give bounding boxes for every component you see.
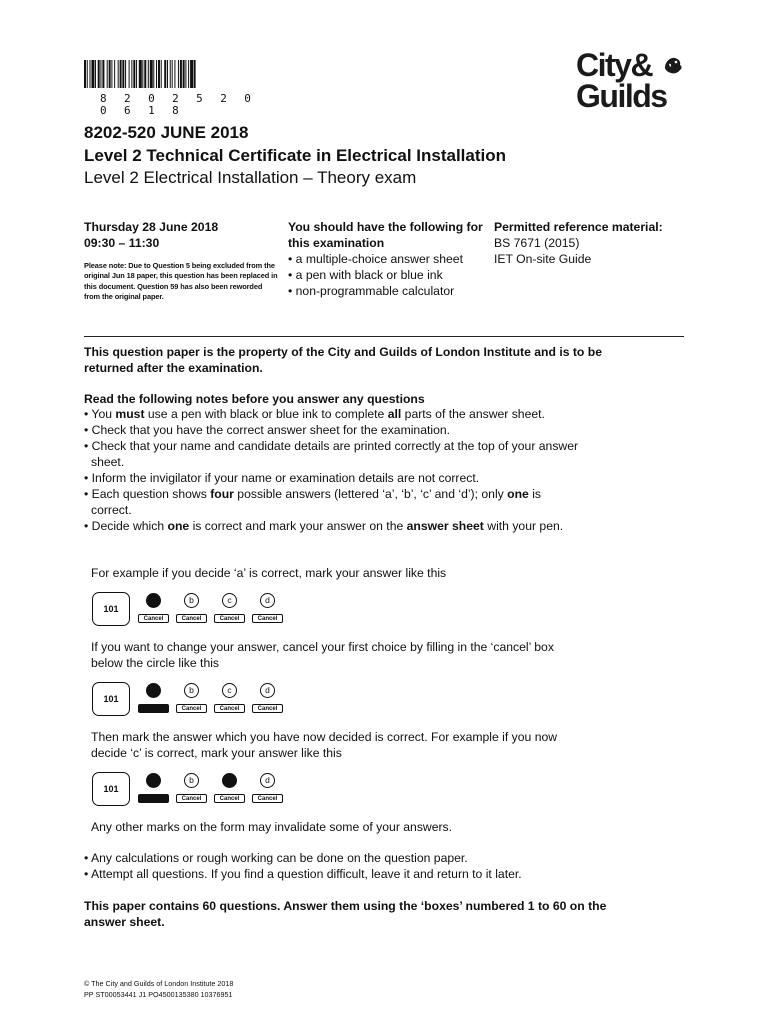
reference-column	[494, 219, 694, 267]
cancel-box-a: Cancel	[138, 614, 169, 623]
barcode-bar	[125, 60, 126, 88]
note-text: • Check that your name and candidate details are printed correctly at the top of your answer sheet.	[84, 439, 579, 469]
note-text: • Check that you have the correct answer sheet for the examination.	[84, 423, 451, 437]
barcode-bar	[129, 60, 130, 88]
equipment-item: • non-programmable calculator	[288, 284, 455, 298]
cancel-box-d: Cancel	[252, 704, 283, 713]
exam-date: Thursday 28 June 2018	[84, 220, 219, 234]
list-item	[84, 486, 584, 518]
option-circle-b: b	[184, 773, 199, 788]
question-number-box: 101	[92, 682, 130, 716]
barcode-bar	[84, 60, 86, 88]
barcode-bar	[158, 60, 160, 88]
barcode-bar	[139, 60, 142, 88]
barcode-bar	[144, 60, 146, 88]
cancel-box-c: Cancel	[214, 704, 245, 713]
note-text: • Each question shows	[84, 487, 211, 501]
answer-sample-2	[92, 682, 292, 718]
emphasis-text: all	[387, 407, 402, 421]
list-item	[84, 438, 584, 470]
equipment-item: • a multiple-choice answer sheet	[288, 252, 463, 266]
barcode	[84, 60, 280, 117]
option-circle-d: d	[260, 683, 275, 698]
barcode-bar	[91, 60, 94, 88]
example-warning: Any other marks on the form may invalidate some of your answers.	[91, 820, 453, 834]
barcode-bar	[183, 60, 185, 88]
list-item	[84, 406, 584, 422]
barcode-bar	[188, 60, 189, 88]
exam-code-date: 8202-520 JUNE 2018	[84, 123, 249, 142]
barcode-bar	[180, 60, 182, 88]
option-circle-a	[146, 683, 161, 698]
example-change: If you want to change your answer, cancel your first choice by filling in the ‘cancel’ box below the circle like this	[91, 640, 554, 670]
list-item	[84, 470, 584, 486]
cancel-box-c: Cancel	[214, 794, 245, 803]
note-text: parts of the answer sheet.	[401, 407, 545, 421]
footer	[84, 978, 233, 1000]
cancel-box-d: Cancel	[252, 794, 283, 803]
reference-item: IET On-site Guide	[494, 252, 592, 266]
barcode-bar	[172, 60, 173, 88]
barcode-bar	[102, 60, 104, 88]
barcode-bar	[118, 60, 119, 88]
list-item: • Any calculations or rough working can be done on the question paper.	[84, 851, 468, 865]
cancel-box-c: Cancel	[214, 614, 245, 623]
note-text: is correct.	[91, 487, 541, 517]
option-circle-d: d	[260, 773, 275, 788]
emphasis-text: must	[115, 407, 145, 421]
exam-title: Level 2 Electrical Installation – Theory exam	[84, 168, 417, 187]
option-circle-c: c	[222, 593, 237, 608]
exam-date-column	[84, 219, 279, 303]
barcode-bar	[136, 60, 137, 88]
barcode-bar	[107, 60, 108, 88]
note-text: use a pen with black or blue ink to complete	[144, 407, 388, 421]
barcode-bar	[87, 60, 88, 88]
cancel-box-d: Cancel	[252, 614, 283, 623]
barcode-bar	[89, 60, 90, 88]
reference-item: BS 7671 (2015)	[494, 236, 580, 250]
barcode-bar	[98, 60, 100, 88]
document-reference: PP ST00053441 J1 PO4500135380 10376951	[84, 990, 233, 999]
emphasis-text: one	[167, 519, 190, 533]
barcode-bar	[131, 60, 132, 88]
lion-emblem-icon	[662, 54, 684, 76]
example-remark: Then mark the answer which you have now decided is correct. For example if you now decide ‘c’ is correct, mark your answer like this	[91, 730, 558, 760]
barcode-bar	[194, 60, 196, 88]
barcode-bar	[109, 60, 111, 88]
notes-list	[84, 406, 584, 534]
notes-heading: Read the following notes before you answer any questions	[84, 392, 425, 406]
cancel-box-b: Cancel	[176, 794, 207, 803]
answer-sample-1	[92, 592, 292, 628]
divider	[84, 336, 684, 337]
option-circle-d: d	[260, 593, 275, 608]
barcode-bar	[164, 60, 166, 88]
list-item	[84, 518, 584, 534]
answer-sample-3	[92, 772, 292, 808]
barcode-bars	[84, 60, 280, 88]
note-text: possible answers (lettered ‘a’, ‘b’, ‘c’ and ‘d’); only	[233, 487, 508, 501]
notes-list-2	[84, 850, 684, 882]
cancel-box-b: Cancel	[176, 614, 207, 623]
equipment-column	[288, 219, 488, 299]
note-text: • Inform the invigilator if your name or examination details are not correct.	[84, 471, 480, 485]
barcode-bar	[174, 60, 175, 88]
barcode-bar	[122, 60, 124, 88]
option-circle-a	[146, 773, 161, 788]
cancel-box-a: Cancel	[138, 794, 169, 803]
logo-line-1: City&	[576, 47, 653, 83]
replacement-note: Please note: Due to Question 5 being excluded from the original Jun 18 paper, this question has been replaced in this document. Question 59 has also been reworded from the original paper.	[84, 261, 278, 302]
list-item	[84, 422, 584, 438]
option-circle-b: b	[184, 683, 199, 698]
emphasis-text: answer sheet	[406, 519, 484, 533]
barcode-bar	[120, 60, 122, 88]
barcode-bar	[167, 60, 168, 88]
equipment-heading: You should have the following for this examination	[288, 220, 483, 250]
barcode-bar	[111, 60, 112, 88]
property-notice: This question paper is the property of the City and Guilds of London Institute and is to be returned after the examination.	[84, 345, 602, 375]
logo-line-2: Guilds	[576, 78, 667, 114]
emphasis-text: one	[507, 487, 529, 501]
barcode-bar	[185, 60, 186, 88]
cancel-box-b: Cancel	[176, 704, 207, 713]
note-text: • Decide which	[84, 519, 168, 533]
question-number-box: 101	[92, 772, 130, 806]
option-circle-b: b	[184, 593, 199, 608]
cancel-box-a: Cancel	[138, 704, 169, 713]
emphasis-text: four	[210, 487, 234, 501]
barcode-bar	[178, 60, 179, 88]
option-circle-a	[146, 593, 161, 608]
note-text: with your pen.	[483, 519, 564, 533]
city-and-guilds-logo	[576, 47, 686, 120]
equipment-item: • a pen with black or blue ink	[288, 268, 443, 282]
barcode-number: 8 2 0 2 5 2 0 0 6 1 8	[100, 92, 257, 117]
barcode-bar	[156, 60, 157, 88]
note-text: • You	[84, 407, 116, 421]
barcode-bar	[150, 60, 153, 88]
barcode-bar	[142, 60, 143, 88]
barcode-bar	[133, 60, 135, 88]
note-text: is correct and mark your answer on the	[189, 519, 407, 533]
option-circle-c: c	[222, 683, 237, 698]
reference-heading: Permitted reference material:	[494, 220, 663, 234]
final-notice: This paper contains 60 questions. Answer them using the ‘boxes’ numbered 1 to 60 on the answer sheet.	[84, 899, 607, 929]
option-circle-c	[222, 773, 237, 788]
copyright: © The City and Guilds of London Institute 2018	[84, 979, 234, 988]
barcode-bar	[170, 60, 171, 88]
barcode-bar	[148, 60, 149, 88]
example-intro: For example if you decide ‘a’ is correct, mark your answer like this	[91, 566, 447, 580]
barcode-bar	[153, 60, 154, 88]
question-number-box: 101	[92, 592, 130, 626]
qualification-title: Level 2 Technical Certificate in Electrical Installation	[84, 146, 507, 165]
list-item: • Attempt all questions. If you find a question difficult, leave it and return to it later.	[84, 867, 522, 881]
barcode-bar	[114, 60, 115, 88]
barcode-bar	[190, 60, 193, 88]
barcode-bar	[95, 60, 96, 88]
barcode-bar	[100, 60, 101, 88]
exam-time: 09:30 – 11:30	[84, 236, 160, 250]
barcode-bar	[161, 60, 162, 88]
